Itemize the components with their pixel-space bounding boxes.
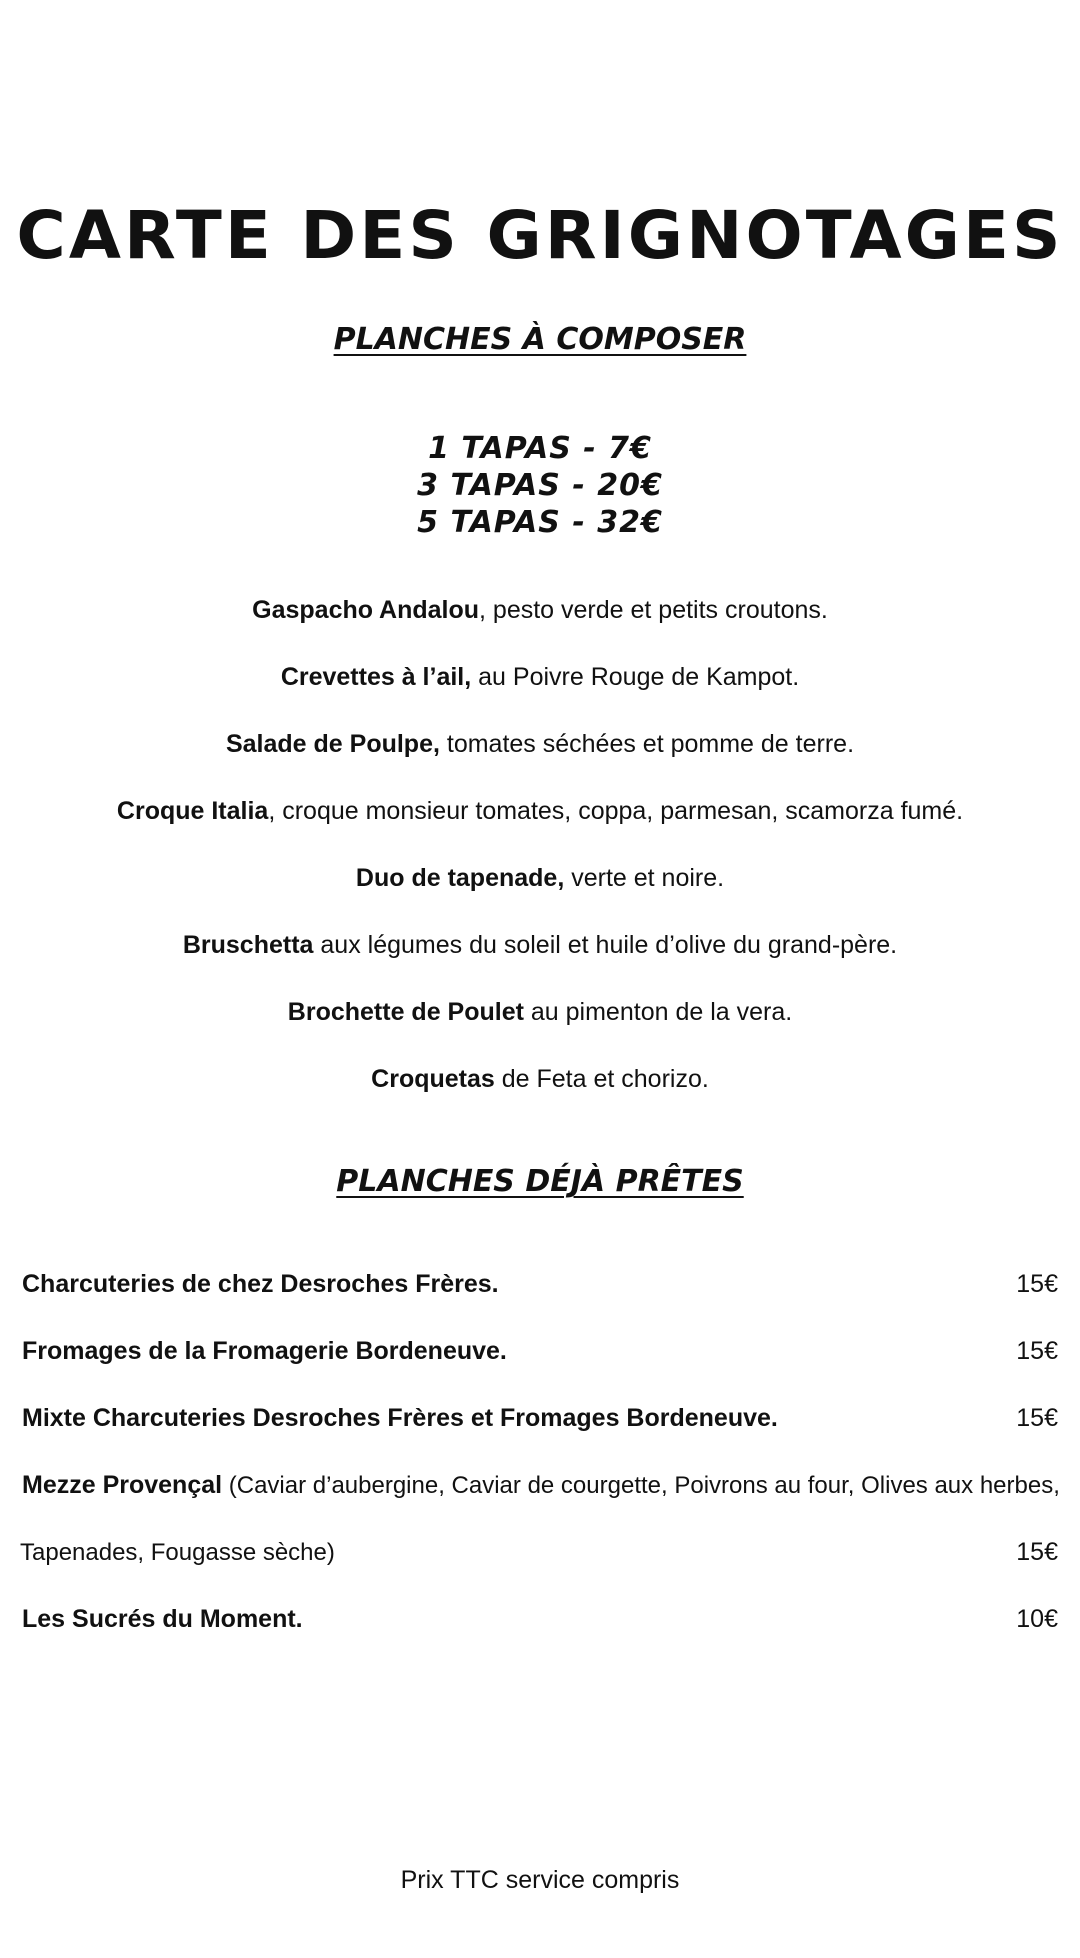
tapas-list: [0, 592, 1080, 1128]
ready-item-sucres: [22, 1601, 1058, 1668]
section-title-compose: PLANCHES À COMPOSER: [333, 322, 747, 357]
tapas-item-croque: [0, 793, 1080, 860]
tapas-item-name: Duo de tapenade,: [355, 864, 565, 892]
mezze-desc-line-1: (Caviar d’aubergine, Caviar de courgette, Poivrons au four, Olives aux herbes,: [222, 1472, 1060, 1499]
tapas-item-gaspacho: [0, 592, 1080, 659]
ready-item-charcuteries: [22, 1266, 1058, 1333]
tapas-item-tapenade: [0, 860, 1080, 927]
ready-item-mixte: [22, 1400, 1058, 1467]
ready-item-name: Les Sucrés du Moment.: [22, 1605, 303, 1633]
ready-item-name: Charcuteries de chez Desroches Frères.: [22, 1270, 499, 1298]
tapas-item-bruschetta: [0, 927, 1080, 994]
section-title-ready: PLANCHES DÉJÀ PRÊTES: [336, 1164, 744, 1199]
tapas-item-desc: tomates séchées et pomme de terre.: [439, 730, 855, 758]
ready-item-name: Fromages de la Fromagerie Bordeneuve.: [22, 1337, 507, 1365]
tapas-item-name: Brochette de Poulet: [287, 998, 524, 1026]
tapas-item-desc: au pimenton de la vera.: [523, 998, 793, 1026]
ready-item-price: 15€: [1016, 1337, 1058, 1365]
ready-item-mezze: [22, 1467, 1058, 1534]
tapas-item-desc: verte et noire.: [564, 864, 725, 892]
page-title: CARTE DES GRIGNOTAGES: [16, 197, 1064, 274]
tapas-price-list: [0, 430, 1080, 541]
ready-item-name: Mezze Provençal: [22, 1471, 223, 1499]
tapas-item-name: Croquetas: [371, 1065, 495, 1093]
ready-item-price: 15€: [1016, 1404, 1058, 1432]
tapas-item-name: Salade de Poulpe,: [225, 730, 440, 758]
tapas-item-name: Gaspacho Andalou: [252, 596, 480, 624]
price-1-tapas: 1 TAPAS - 7€: [428, 431, 652, 466]
tapas-item-brochette: [0, 994, 1080, 1061]
price-3-tapas: 3 TAPAS - 20€: [417, 468, 663, 503]
price-5-tapas: 5 TAPAS - 32€: [417, 505, 663, 540]
tapas-item-desc: aux légumes du soleil et huile d’olive du grand-père.: [313, 931, 898, 959]
tapas-item-name: Crevettes à l’ail,: [280, 663, 472, 691]
ready-item-name: Mixte Charcuteries Desroches Frères et Fromages Bordeneuve.: [22, 1404, 778, 1432]
tapas-item-poulpe: [0, 726, 1080, 793]
tapas-item-desc: , pesto verde et petits croutons.: [479, 596, 828, 624]
footer-note: Prix TTC service compris: [400, 1866, 680, 1894]
ready-item-price: 10€: [1016, 1605, 1058, 1633]
ready-item-price: 15€: [1016, 1270, 1058, 1298]
tapas-item-desc: de Feta et chorizo.: [494, 1065, 709, 1093]
tapas-item-croquetas: [0, 1061, 1080, 1128]
ready-item-price: 15€: [1016, 1538, 1058, 1566]
ready-item-mezze-continued: [20, 1534, 1058, 1601]
tapas-item-desc: au Poivre Rouge de Kampot.: [471, 663, 800, 691]
ready-boards-list: [22, 1266, 1058, 1668]
tapas-item-desc: , croque monsieur tomates, coppa, parmesan, scamorza fumé.: [268, 797, 964, 825]
tapas-item-name: Bruschetta: [182, 931, 314, 959]
mezze-line-1: [22, 1467, 1060, 1504]
ready-item-fromages: [22, 1333, 1058, 1400]
tapas-item-crevettes: [0, 659, 1080, 726]
mezze-desc-line-2: Tapenades, Fougasse sèche): [20, 1539, 335, 1566]
tapas-item-name: Croque Italia: [116, 797, 269, 825]
